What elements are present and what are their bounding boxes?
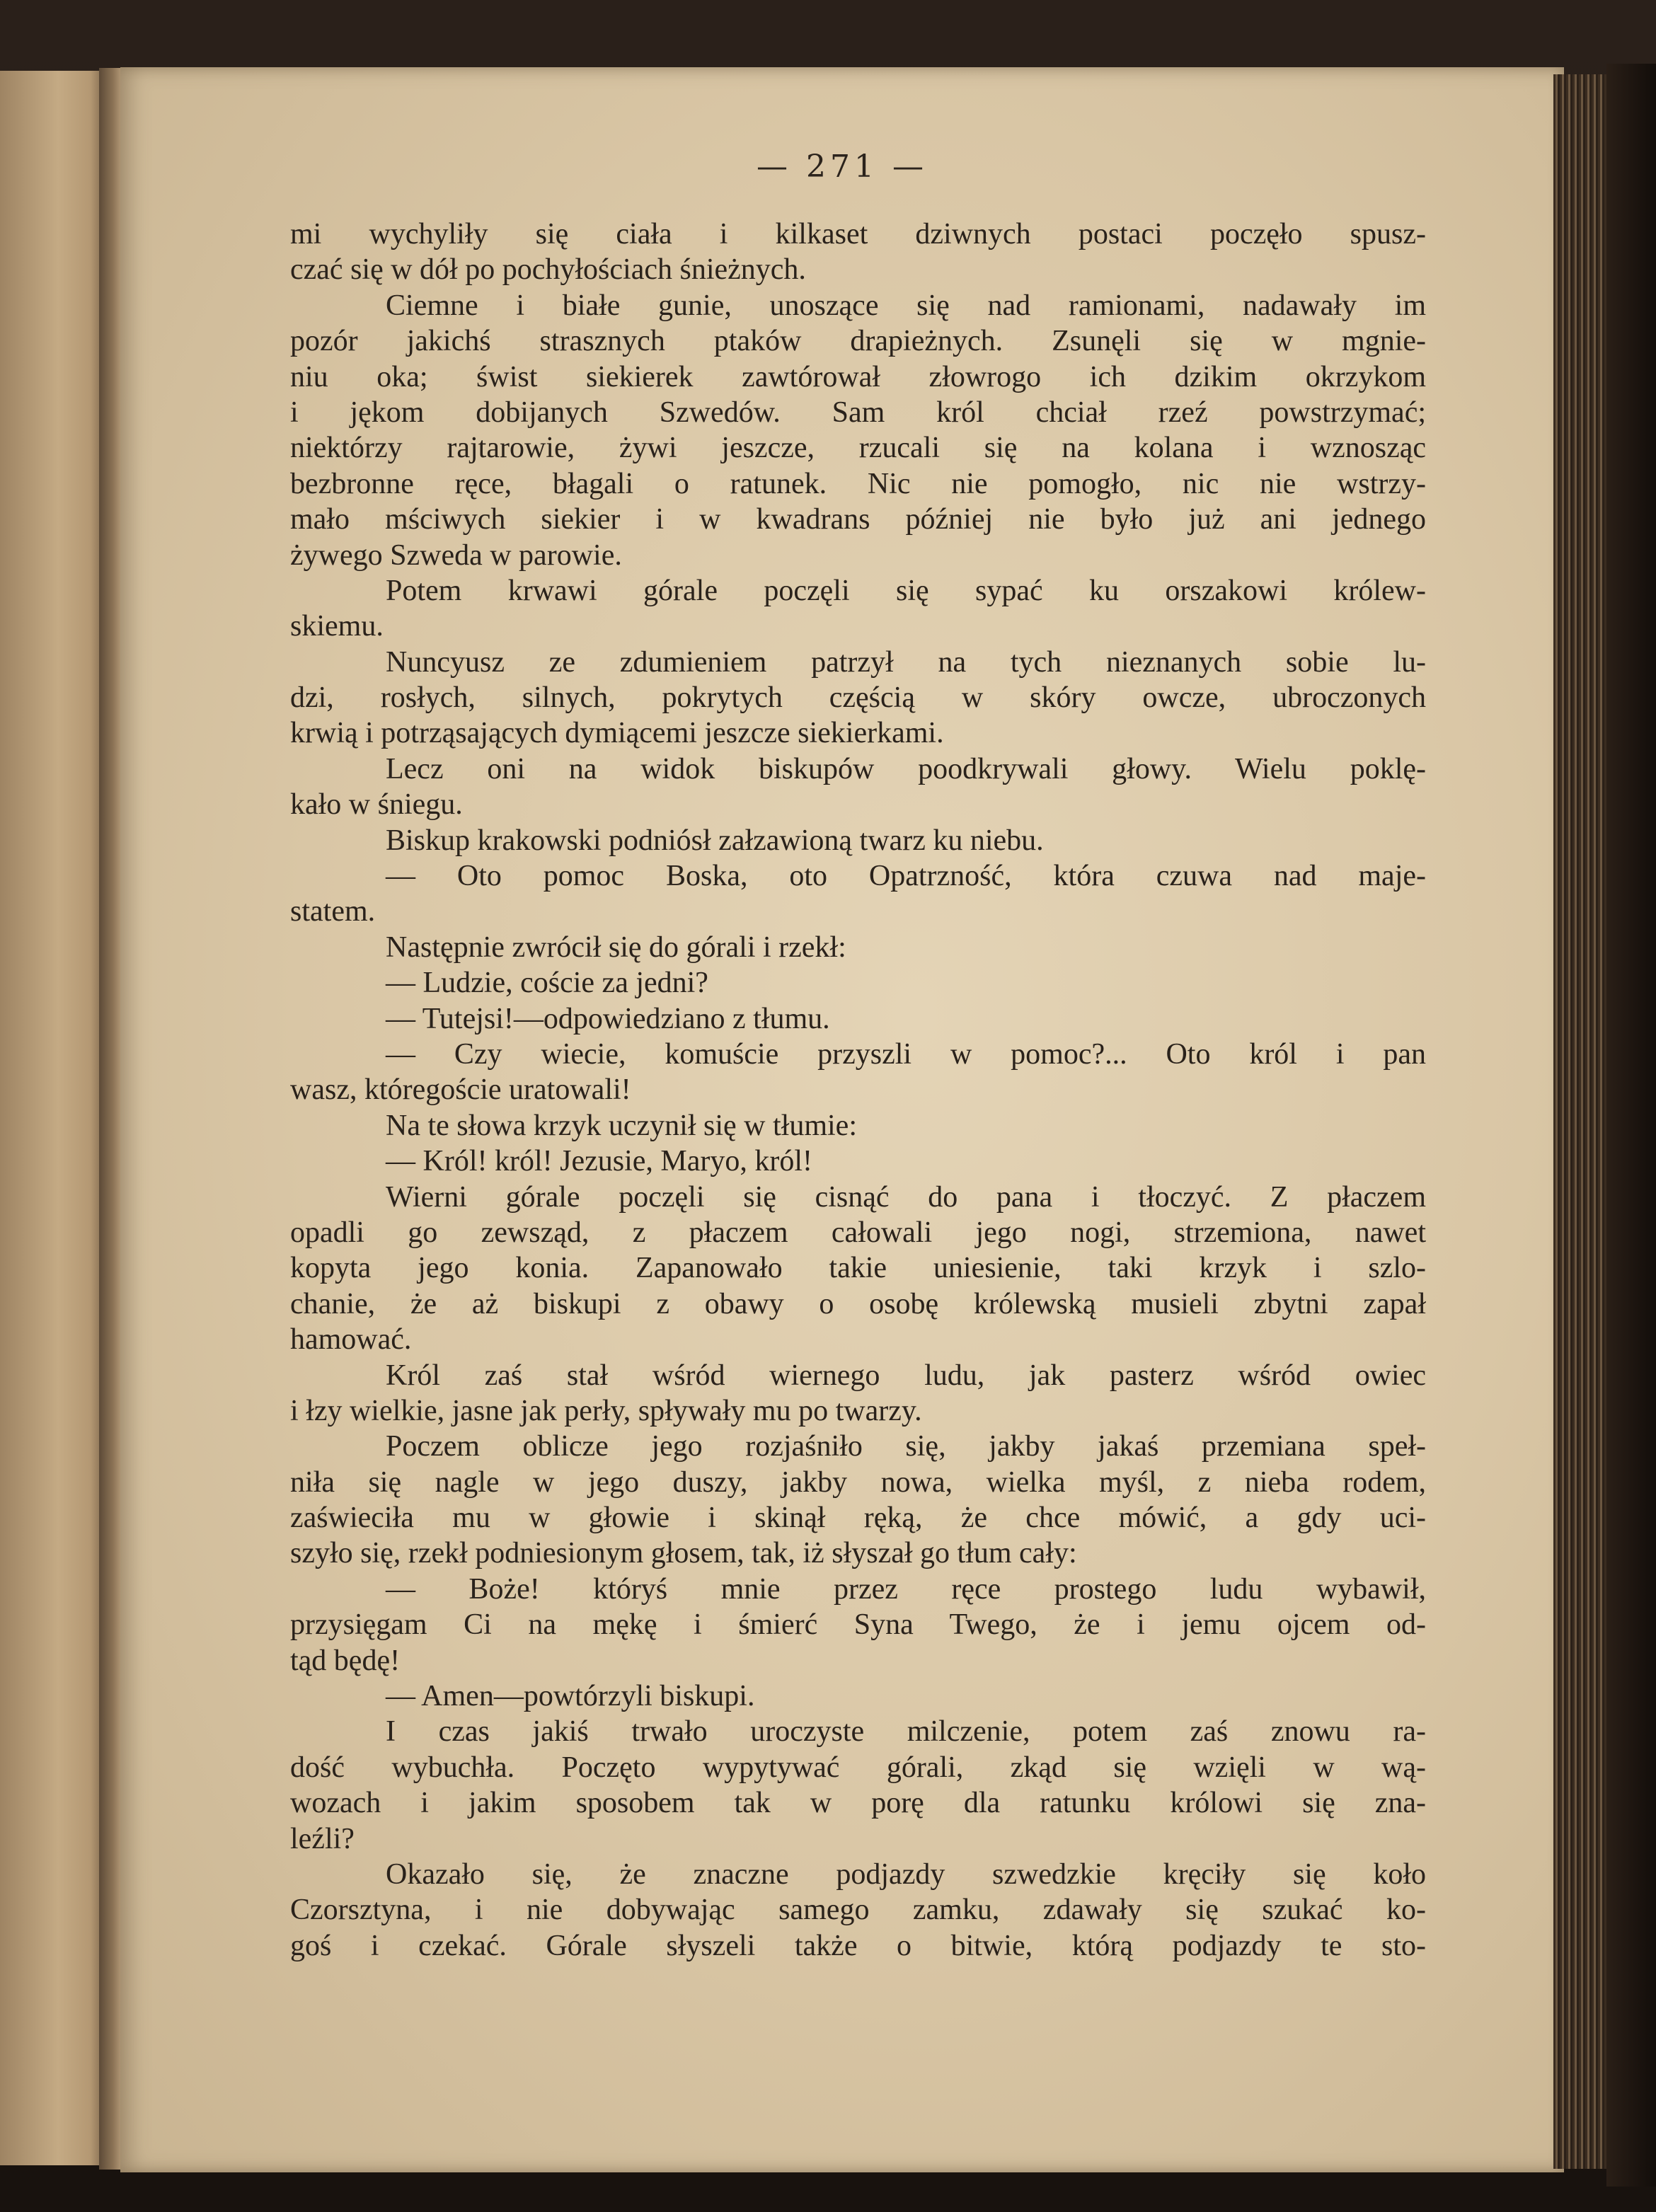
text-line: i łzy wielkie, jasne jak perły, spływały mu po twarzy. — [290, 1394, 922, 1427]
text-line: Potem krwawi górale poczęli się sypać ku orszakowi królew- — [386, 574, 1426, 607]
text-line: mi wychyliły się ciała i kilkaset dziwnych postaci poczęło spusz- — [290, 218, 1426, 250]
text-line: bezbronne ręce, błagali o ratunek. Nic nie pomogło, nic nie wstrzy- — [290, 467, 1426, 500]
text-line: statem. — [290, 895, 376, 928]
text-line: czać się w dół po pochyłościach śnieżnych. — [290, 253, 806, 287]
text-line: chanie, że aż biskupi z obawy o osobę królewską musieli zbytni zapał — [290, 1287, 1426, 1320]
text-line: dość wybuchła. Poczęto wypytywać górali, zkąd się wzięli w wą- — [290, 1751, 1426, 1784]
text-line: przysięgam Ci na mękę i śmierć Syna Twego, że i jemu ojcem od- — [290, 1608, 1426, 1642]
text-line: opadli go zewsząd, z płaczem całowali jego nogi, strzemiona, nawet — [290, 1216, 1426, 1249]
text-line: Nuncyusz ze zdumieniem patrzył na tych nieznanych sobie lu- — [386, 645, 1426, 679]
text-line: mało mściwych siekier i w kwadrans później nie było już ani jednego — [290, 503, 1426, 536]
text-line: i jękom dobijanych Szwedów. Sam król chciał rzeź powstrzymać; — [290, 396, 1426, 429]
text-line: niektórzy rajtarowie, żywi jeszcze, rzucali się na kolana i wznosząc — [290, 432, 1426, 465]
text-line: kopyta jego konia. Zapanowało takie uniesienie, taki krzyk i szlo- — [290, 1252, 1426, 1285]
text-line: Okazało się, że znaczne podjazdy szwedzkie kręciły się koło — [386, 1857, 1426, 1891]
text-line: żywego Szweda w parowie. — [290, 538, 622, 572]
text-line: wozach i jakim sposobem tak w porę dla ratunku królowi się zna- — [290, 1787, 1426, 1820]
text-line: — Tutejsi!—odpowiedziano z tłumu. — [386, 1002, 830, 1035]
text-line: tąd będę! — [290, 1644, 401, 1677]
text-line: — Oto pomoc Boska, oto Opatrzność, która czuwa nad maje- — [386, 860, 1426, 893]
text-line: kało w śniegu. — [290, 788, 463, 822]
text-line: — Król! król! Jezusie, Maryo, król! — [386, 1145, 813, 1178]
text-line: Czorsztyna, i nie dobywając samego zamku, zdawały się szukać ko- — [290, 1894, 1426, 1927]
text-line: wasz, któregoście uratowali! — [290, 1073, 631, 1107]
text-line: szyło się, rzekł podniesionym głosem, tak, iż słyszał go tłum cały: — [290, 1537, 1077, 1570]
text-line: I czas jakiś trwało uroczyste milczenie, potem zaś znowu ra- — [386, 1715, 1426, 1749]
text-line: — Boże! któryś mnie przez ręce prostego ludu wybawił, — [386, 1572, 1426, 1606]
text-line: Na te słowa krzyk uczynił się w tłumie: — [386, 1109, 857, 1142]
text-line: krwią i potrząsających dymiącemi jeszcze siekierkami. — [290, 717, 944, 750]
text-line: Wierni górale poczęli się cisnąć do pana i tłoczyć. Z płaczem — [386, 1180, 1426, 1214]
text-line: Poczem oblicze jego rozjaśniło się, jakby jakaś przemiana speł- — [386, 1430, 1426, 1463]
text-line: dzi, rosłych, silnych, pokrytych częścią w skóry owcze, ubroczonych — [290, 681, 1426, 715]
text-line: leźli? — [290, 1822, 355, 1855]
text-line: zaświeciła mu w głowie i skinął ręką, że chce mówić, a gdy uci- — [290, 1502, 1426, 1535]
text-line: Król zaś stał wśród wiernego ludu, jak pasterz wśród owiec — [386, 1359, 1426, 1392]
text-line: Biskup krakowski podniósł załzawioną twarz ku niebu. — [386, 824, 1044, 857]
text-line: Lecz oni na widok biskupów poodkrywali głowy. Wielu poklę- — [386, 752, 1426, 785]
text-line: goś i czekać. Górale słyszeli także o bitwie, którą podjazdy te sto- — [290, 1929, 1426, 1962]
text-line: Ciemne i białe gunie, unoszące się nad ramionami, nadawały im — [386, 289, 1426, 322]
text-line: skiemu. — [290, 610, 384, 643]
left-page-edge — [0, 71, 106, 2165]
text-line: hamować. — [290, 1323, 412, 1356]
text-line: niu oka; świst siekierek zawtórował złowrogo ich dzikim okrzykom — [290, 360, 1426, 393]
page-edges — [1553, 74, 1610, 2169]
text-line: Następnie zwrócił się do górali i rzekł: — [386, 931, 846, 964]
text-line: niła się nagle w jego duszy, jakby nowa, wielka myśl, z nieba rodem, — [290, 1465, 1426, 1499]
text-line: — Amen—powtórzyli biskupi. — [386, 1680, 755, 1713]
page-text — [290, 217, 1426, 1964]
page-number: — 271 — — [757, 149, 928, 185]
text-line: pozór jakichś strasznych ptaków drapieżnych. Zsunęli się w mgnie- — [290, 325, 1426, 358]
book-cover-edge — [1606, 64, 1656, 2187]
text-line: — Ludzie, coście za jedni? — [386, 967, 708, 1000]
text-line: — Czy wiecie, komuście przyszli w pomoc?... Oto król i pan — [386, 1037, 1426, 1071]
